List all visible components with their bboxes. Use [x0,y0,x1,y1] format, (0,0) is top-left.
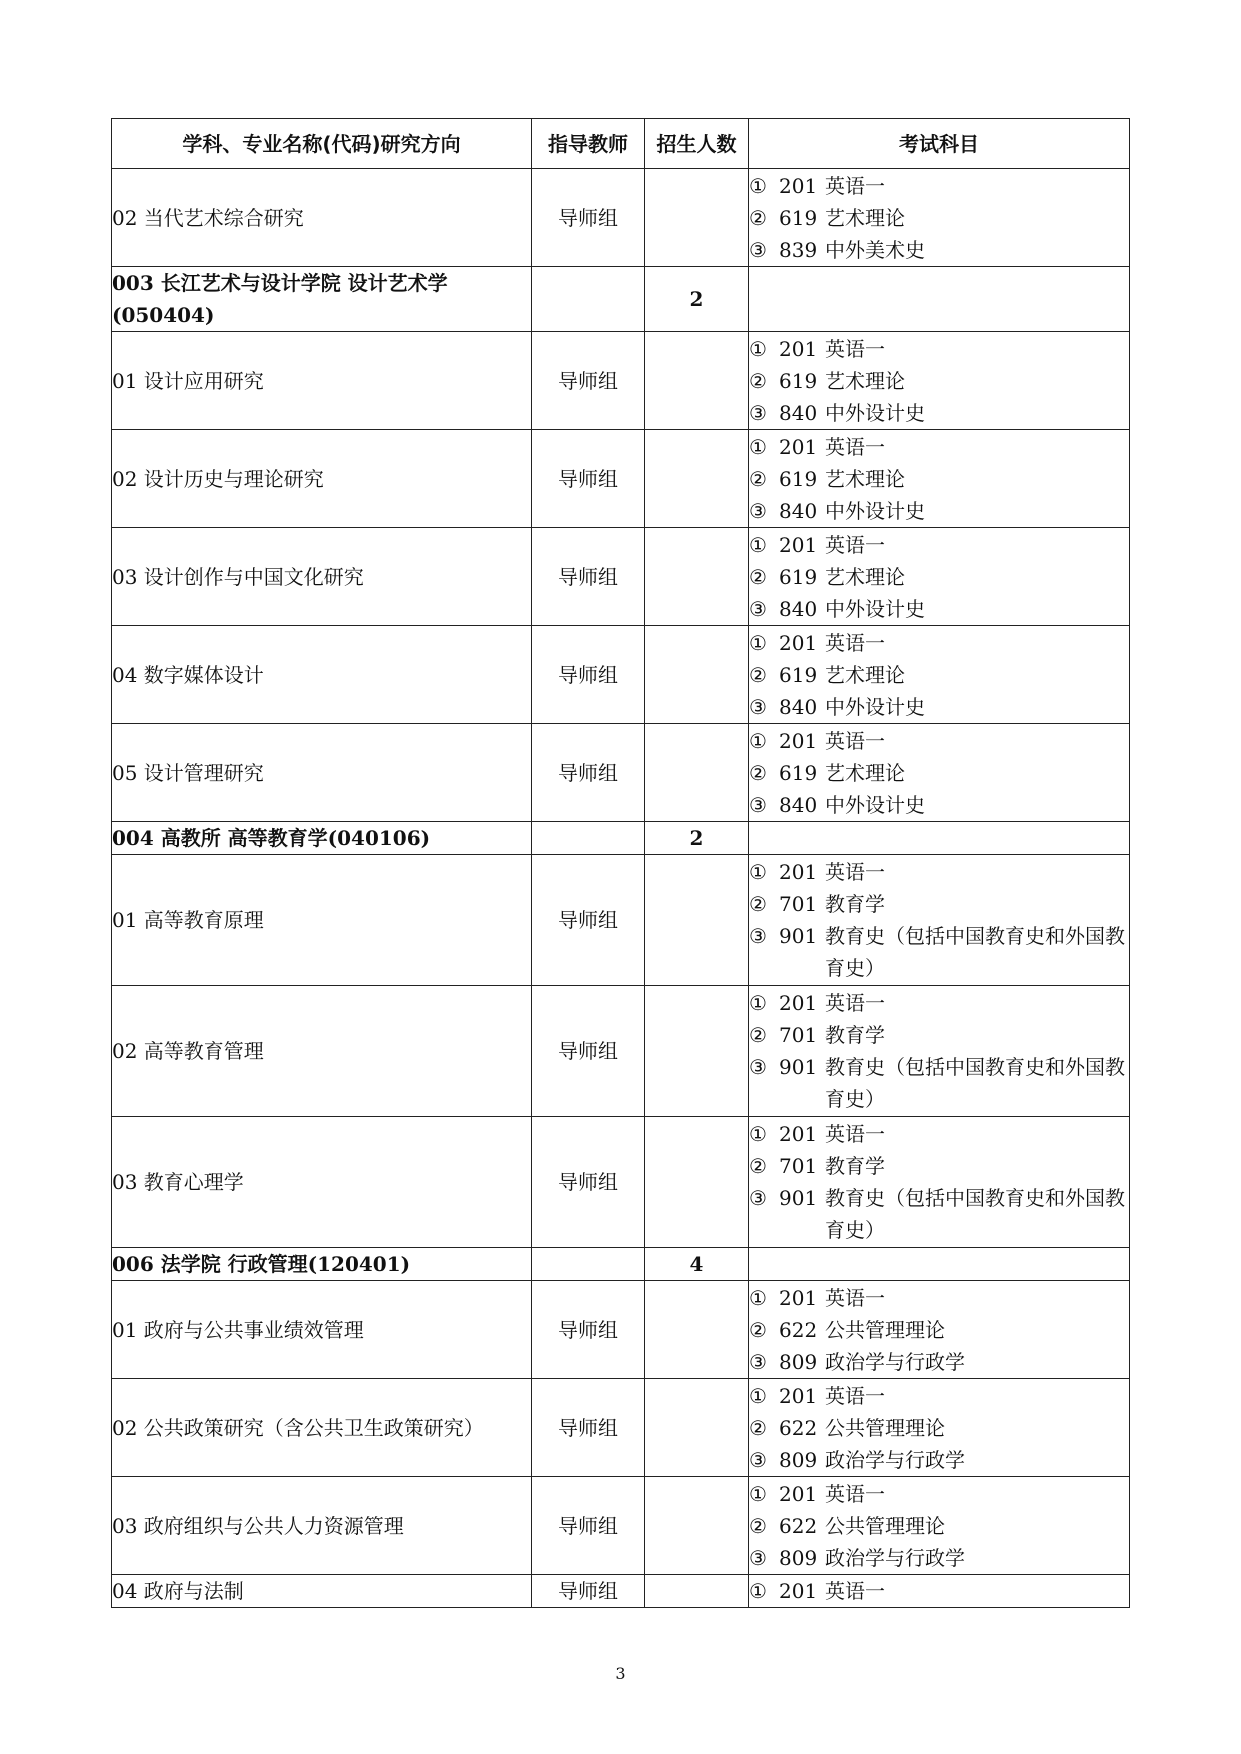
subject-code: 201 [779,860,818,884]
subject-name: 教育史（包括中国教育史和外国教育史） [825,1186,1125,1242]
subject-name: 英语一 [825,532,885,557]
subject-index: ① [749,1122,767,1146]
subject-code: 701 [779,892,818,916]
research-direction-cell: 02 高等教育管理 [112,986,532,1117]
quota-cell [645,169,749,267]
subject-index: ③ [749,400,767,425]
exam-subjects-cell [749,986,1130,1117]
subject-name: 艺术理论 [825,205,905,230]
research-direction-row [112,855,1130,986]
supervisor-cell: 导师组 [532,430,645,528]
research-direction-row [112,528,1130,626]
exam-subject-item [749,1412,1129,1444]
quota-cell [645,1477,749,1575]
subject-index: ① [749,532,767,557]
subject-code: 840 [779,694,818,719]
subject-index: ① [749,1383,767,1408]
subject-name: 中外设计史 [825,400,925,425]
supervisor-cell: 导师组 [532,724,645,822]
exam-subjects-cell [749,1281,1130,1379]
research-direction-cell: 02 设计历史与理论研究 [112,430,532,528]
subject-name: 中外美术史 [825,237,925,262]
subject-code: 619 [779,662,818,687]
supervisor-cell [532,1248,645,1281]
subject-index: ② [749,205,767,230]
subject-index: ② [749,1023,767,1047]
exam-subject-item [749,987,1129,1019]
exam-subject-item [749,593,1129,625]
subject-index: ① [749,860,767,884]
exam-subject-item [749,397,1129,429]
header-exam-subjects: 考试科目 [749,119,1130,169]
subject-code: 809 [779,1545,818,1570]
department-name-line: 003 长江艺术与设计学院 设计艺术学 [112,271,448,295]
quota-cell [645,528,749,626]
subject-name: 政治学与行政学 [825,1447,965,1472]
research-direction-cell: 04 政府与法制 [112,1575,532,1608]
supervisor-cell: 导师组 [532,1575,645,1608]
subject-name: 英语一 [825,1481,885,1506]
exam-subject-item [749,1380,1129,1412]
subject-name: 艺术理论 [825,368,905,393]
table-body [112,169,1130,1608]
subject-index: ① [749,173,767,198]
subject-index: ② [749,1415,767,1440]
subject-code: 201 [779,434,818,459]
subject-name: 公共管理理论 [825,1513,945,1538]
subject-code: 201 [779,630,818,655]
exam-subject-item [749,725,1129,757]
exam-subject-item [749,659,1129,691]
subject-code: 809 [779,1447,818,1472]
admissions-table [111,118,1130,1608]
exam-subject-item [749,333,1129,365]
subject-index: ① [749,1285,767,1310]
subject-name: 英语一 [825,1383,885,1408]
department-name-line: 004 高教所 高等教育学(040106) [112,826,431,850]
exam-subjects-cell [749,267,1130,332]
quota-cell [645,724,749,822]
research-direction-row [112,169,1130,267]
exam-subject-item [749,463,1129,495]
research-direction-row [112,1379,1130,1477]
subject-code: 201 [779,1285,818,1310]
research-direction-row [112,1281,1130,1379]
header-quota: 招生人数 [645,119,749,169]
subject-code: 840 [779,498,818,523]
exam-subjects-cell [749,1575,1130,1608]
exam-subject-item [749,170,1129,202]
subject-index: ② [749,760,767,785]
subject-name: 英语一 [825,1122,885,1146]
research-direction-cell: 02 当代艺术综合研究 [112,169,532,267]
subject-index: ③ [749,1055,767,1079]
subject-index: ③ [749,237,767,262]
exam-subject-item [749,627,1129,659]
subject-code: 201 [779,1481,818,1506]
exam-subject-item [749,365,1129,397]
subject-name: 政治学与行政学 [825,1545,965,1570]
exam-subject-item [749,691,1129,723]
subject-name: 公共管理理论 [825,1317,945,1342]
exam-subjects-cell [749,528,1130,626]
subject-code: 901 [779,924,818,948]
subject-index: ① [749,728,767,753]
supervisor-cell: 导师组 [532,169,645,267]
supervisor-cell: 导师组 [532,1281,645,1379]
subject-name: 中外设计史 [825,596,925,621]
subject-name: 英语一 [825,1579,885,1603]
subject-index: ③ [749,498,767,523]
quota-cell [645,626,749,724]
quota-cell [645,1575,749,1608]
supervisor-cell: 导师组 [532,855,645,986]
department-name-cell [112,267,532,332]
subject-index: ① [749,1481,767,1506]
subject-name: 艺术理论 [825,466,905,491]
research-direction-cell: 05 设计管理研究 [112,724,532,822]
exam-subject-item [749,1282,1129,1314]
subject-name: 英语一 [825,991,885,1015]
subject-code: 201 [779,532,818,557]
subject-index: ③ [749,792,767,817]
subject-index: ② [749,466,767,491]
subject-index: ③ [749,1447,767,1472]
subject-code: 201 [779,728,818,753]
supervisor-cell: 导师组 [532,528,645,626]
research-direction-cell: 02 公共政策研究（含公共卫生政策研究） [112,1379,532,1477]
subject-code: 901 [779,1186,818,1210]
exam-subjects-cell [749,430,1130,528]
exam-subjects-cell [749,332,1130,430]
exam-subject-item [749,920,1129,984]
research-direction-cell: 03 设计创作与中国文化研究 [112,528,532,626]
exam-subjects-cell [749,724,1130,822]
research-direction-row [112,332,1130,430]
subject-index: ③ [749,596,767,621]
research-direction-cell: 01 设计应用研究 [112,332,532,430]
exam-subject-item [749,1314,1129,1346]
quota-cell [645,332,749,430]
exam-subject-item [749,1019,1129,1051]
subject-name: 中外设计史 [825,694,925,719]
subject-index: ② [749,564,767,589]
supervisor-cell [532,822,645,855]
subject-code: 201 [779,1383,818,1408]
subject-index: ② [749,662,767,687]
subject-index: ① [749,1579,767,1603]
research-direction-row [112,1477,1130,1575]
subject-index: ③ [749,1349,767,1374]
subject-index: ① [749,336,767,361]
subject-code: 619 [779,466,818,491]
exam-subject-item [749,529,1129,561]
subject-name: 教育学 [825,1154,885,1178]
subject-code: 701 [779,1154,818,1178]
exam-subject-item [749,888,1129,920]
subject-index: ① [749,630,767,655]
research-direction-row [112,724,1130,822]
department-row [112,822,1130,855]
research-direction-cell: 01 政府与公共事业绩效管理 [112,1281,532,1379]
subject-name: 英语一 [825,336,885,361]
subject-index: ① [749,434,767,459]
exam-subjects-cell [749,626,1130,724]
subject-index: ② [749,368,767,393]
subject-name: 艺术理论 [825,760,905,785]
exam-subject-item [749,234,1129,266]
subject-name: 教育学 [825,892,885,916]
subject-code: 622 [779,1513,818,1538]
subject-name: 英语一 [825,630,885,655]
supervisor-cell: 导师组 [532,1117,645,1248]
subject-name: 教育史（包括中国教育史和外国教育史） [825,924,1125,980]
research-direction-row [112,1117,1130,1248]
exam-subject-item [749,1346,1129,1378]
subject-index: ① [749,991,767,1015]
exam-subject-item [749,1510,1129,1542]
page-number: 3 [615,1664,626,1683]
research-direction-cell: 01 高等教育原理 [112,855,532,986]
subject-code: 809 [779,1349,818,1374]
subject-name: 英语一 [825,728,885,753]
quota-cell [645,986,749,1117]
subject-code: 840 [779,792,818,817]
subject-code: 839 [779,237,818,262]
subject-index: ③ [749,1545,767,1570]
subject-code: 201 [779,173,818,198]
quota-cell [645,1117,749,1248]
supervisor-cell: 导师组 [532,1477,645,1575]
research-direction-row [112,986,1130,1117]
subject-index: ② [749,892,767,916]
subject-code: 840 [779,400,818,425]
department-name-cell [112,822,532,855]
department-row [112,267,1130,332]
subject-index: ② [749,1513,767,1538]
subject-name: 教育学 [825,1023,885,1047]
exam-subject-item [749,1150,1129,1182]
subject-name: 艺术理论 [825,662,905,687]
exam-subjects-cell [749,855,1130,986]
subject-index: ③ [749,1186,767,1210]
exam-subject-item [749,1182,1129,1246]
quota-cell [645,430,749,528]
department-row [112,1248,1130,1281]
subject-code: 619 [779,564,818,589]
department-code-line: (050404) [112,303,215,327]
subject-code: 619 [779,368,818,393]
subject-name: 艺术理论 [825,564,905,589]
exam-subject-item [749,1575,1129,1607]
subject-code: 701 [779,1023,818,1047]
exam-subject-item [749,1444,1129,1476]
exam-subject-item [749,757,1129,789]
subject-code: 619 [779,205,818,230]
subject-index: ② [749,1317,767,1342]
quota-cell: 4 [645,1248,749,1281]
exam-subject-item [749,789,1129,821]
exam-subjects-cell [749,1248,1130,1281]
supervisor-cell: 导师组 [532,986,645,1117]
quota-cell: 2 [645,267,749,332]
supervisor-cell: 导师组 [532,332,645,430]
subject-code: 840 [779,596,818,621]
subject-name: 英语一 [825,1285,885,1310]
research-direction-row [112,1575,1130,1608]
exam-subjects-cell [749,1477,1130,1575]
subject-name: 英语一 [825,173,885,198]
exam-subject-item [749,495,1129,527]
research-direction-cell: 04 数字媒体设计 [112,626,532,724]
exam-subjects-cell [749,1379,1130,1477]
subject-code: 201 [779,1579,818,1603]
exam-subject-item [749,202,1129,234]
quota-cell [645,1379,749,1477]
department-name-cell [112,1248,532,1281]
subject-index: ③ [749,694,767,719]
header-discipline: 学科、专业名称(代码)研究方向 [112,119,532,169]
supervisor-cell [532,267,645,332]
supervisor-cell: 导师组 [532,626,645,724]
exam-subject-item [749,431,1129,463]
subject-name: 教育史（包括中国教育史和外国教育史） [825,1055,1125,1111]
subject-name: 公共管理理论 [825,1415,945,1440]
research-direction-row [112,626,1130,724]
exam-subject-item [749,1051,1129,1115]
subject-code: 622 [779,1317,818,1342]
exam-subject-item [749,1118,1129,1150]
subject-index: ② [749,1154,767,1178]
quota-cell [645,855,749,986]
exam-subject-item [749,1542,1129,1574]
exam-subjects-cell [749,1117,1130,1248]
quota-cell [645,1281,749,1379]
exam-subject-item [749,1478,1129,1510]
exam-subjects-cell [749,169,1130,267]
exam-subjects-cell [749,822,1130,855]
exam-subject-item [749,856,1129,888]
quota-cell: 2 [645,822,749,855]
research-direction-cell: 03 教育心理学 [112,1117,532,1248]
subject-name: 英语一 [825,434,885,459]
department-name-line: 006 法学院 行政管理(120401) [112,1252,411,1276]
subject-code: 201 [779,1122,818,1146]
research-direction-row [112,430,1130,528]
subject-index: ③ [749,924,767,948]
header-supervisor: 指导教师 [532,119,645,169]
table-header-row [112,119,1130,169]
subject-code: 201 [779,991,818,1015]
exam-subject-item [749,561,1129,593]
subject-code: 619 [779,760,818,785]
subject-name: 中外设计史 [825,498,925,523]
subject-code: 901 [779,1055,818,1079]
subject-name: 英语一 [825,860,885,884]
subject-name: 中外设计史 [825,792,925,817]
research-direction-cell: 03 政府组织与公共人力资源管理 [112,1477,532,1575]
supervisor-cell: 导师组 [532,1379,645,1477]
subject-name: 政治学与行政学 [825,1349,965,1374]
subject-code: 201 [779,336,818,361]
subject-code: 622 [779,1415,818,1440]
